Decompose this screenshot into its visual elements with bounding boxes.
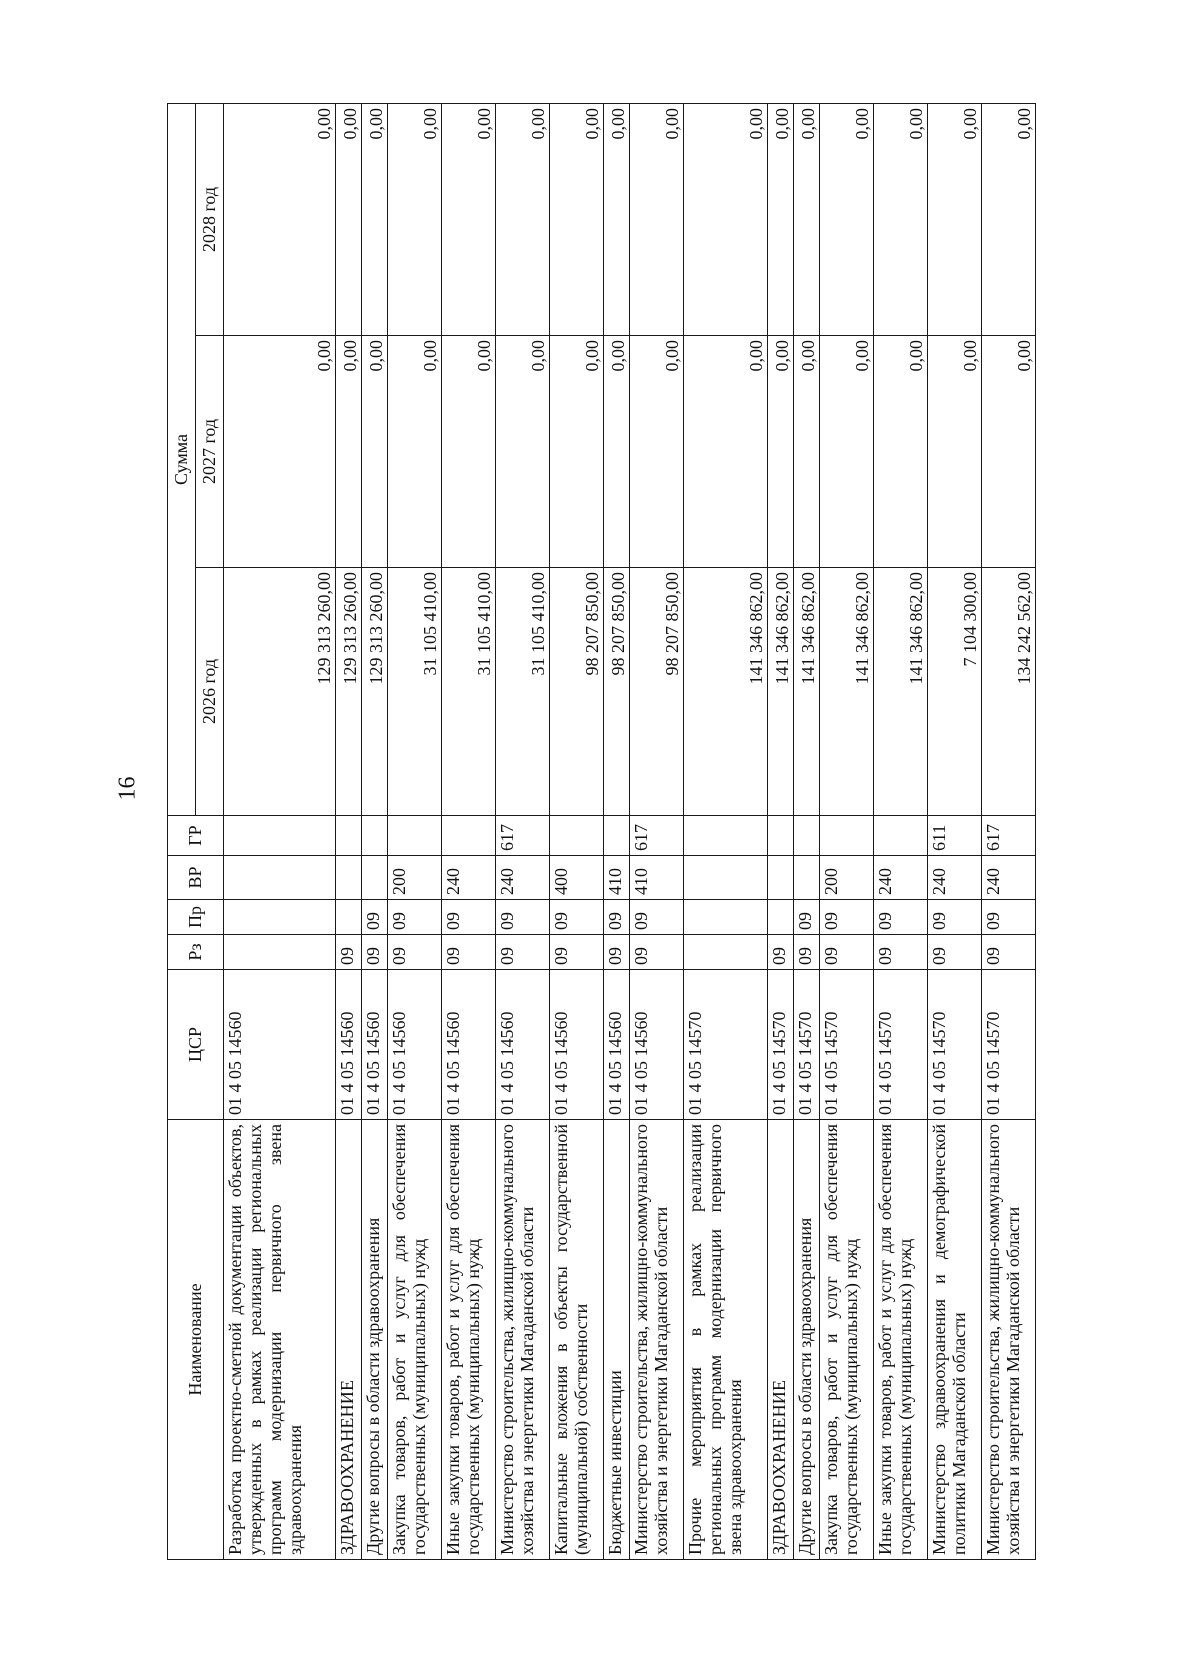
row-2027: 0,00: [336, 336, 362, 568]
row-rz: 09: [388, 935, 442, 970]
row-gr: [794, 816, 820, 856]
table-row: [362, 103, 388, 1559]
row-2027: 0,00: [981, 336, 1035, 568]
table-row: [873, 103, 927, 1559]
row-name: ЗДРАВООХРАНЕНИЕ: [768, 1120, 794, 1560]
row-pr: 09: [604, 900, 630, 935]
row-vr: 240: [496, 856, 550, 900]
row-name: Министерство строительства, жилищно-коммунального хозяйства и энергетики Магаданской области: [496, 1120, 550, 1560]
row-pr: 09: [794, 900, 820, 935]
row-csr: 01 4 05 14570: [981, 970, 1035, 1120]
row-rz: 09: [819, 935, 873, 970]
row-vr: 240: [442, 856, 496, 900]
row-rz: 09: [550, 935, 604, 970]
row-rz: 09: [927, 935, 981, 970]
row-gr: 611: [927, 816, 981, 856]
row-gr: [683, 816, 767, 856]
row-pr: 09: [629, 900, 683, 935]
row-2026: 141 346 862,00: [768, 568, 794, 816]
row-vr: 200: [819, 856, 873, 900]
row-2028: 0,00: [927, 103, 981, 335]
row-2028: 0,00: [496, 103, 550, 335]
row-name: Бюджетные инвестиции: [604, 1120, 630, 1560]
row-rz: 09: [629, 935, 683, 970]
row-2026: 141 346 862,00: [794, 568, 820, 816]
row-2027: 0,00: [442, 336, 496, 568]
row-gr: [768, 816, 794, 856]
row-2028: 0,00: [873, 103, 927, 335]
header-2028: 2028 год: [196, 103, 224, 335]
row-2027: 0,00: [873, 336, 927, 568]
row-pr: 09: [981, 900, 1035, 935]
row-name: Капитальные вложения в объекты государственной (муниципальной) собственности: [550, 1120, 604, 1560]
table-row: [224, 103, 336, 1559]
row-rz: 09: [362, 935, 388, 970]
row-vr: [224, 856, 336, 900]
page-number: 16: [114, 776, 141, 801]
row-pr: [768, 900, 794, 935]
table-row: [550, 103, 604, 1559]
row-gr: [819, 816, 873, 856]
row-gr: [442, 816, 496, 856]
rotated-table-container: [167, 104, 1036, 1560]
table-row: [336, 103, 362, 1559]
row-pr: 09: [550, 900, 604, 935]
row-2026: 141 346 862,00: [819, 568, 873, 816]
row-2027: 0,00: [683, 336, 767, 568]
row-gr: [550, 816, 604, 856]
row-rz: 09: [442, 935, 496, 970]
row-csr: 01 4 05 14570: [927, 970, 981, 1120]
row-vr: 400: [550, 856, 604, 900]
header-sum: Сумма: [168, 103, 196, 815]
row-csr: 01 4 05 14570: [819, 970, 873, 1120]
row-pr: 09: [388, 900, 442, 935]
table-row: [442, 103, 496, 1559]
row-2026: 134 242 562,00: [981, 568, 1035, 816]
table-row: [981, 103, 1035, 1559]
row-name: ЗДРАВООХРАНЕНИЕ: [336, 1120, 362, 1560]
row-csr: 01 4 05 14570: [683, 970, 767, 1120]
row-name: Другие вопросы в области здравоохранения: [362, 1120, 388, 1560]
row-2028: 0,00: [224, 103, 336, 335]
row-name: Министерство строительства, жилищно-коммунального хозяйства и энергетики Магаданской области: [629, 1120, 683, 1560]
row-2027: 0,00: [362, 336, 388, 568]
row-2027: 0,00: [224, 336, 336, 568]
row-csr: 01 4 05 14560: [496, 970, 550, 1120]
row-name: Другие вопросы в области здравоохранения: [794, 1120, 820, 1560]
row-2027: 0,00: [819, 336, 873, 568]
row-vr: 240: [981, 856, 1035, 900]
header-pr: Пр: [168, 900, 224, 935]
row-2028: 0,00: [629, 103, 683, 335]
table-body: [224, 103, 1036, 1559]
row-csr: 01 4 05 14560: [604, 970, 630, 1120]
row-pr: [224, 900, 336, 935]
row-rz: 09: [981, 935, 1035, 970]
row-name: Иные закупки товаров, работ и услуг для обеспечения государственных (муниципальных) нужд: [442, 1120, 496, 1560]
row-2028: 0,00: [819, 103, 873, 335]
row-2028: 0,00: [388, 103, 442, 335]
table-row: [819, 103, 873, 1559]
row-gr: 617: [496, 816, 550, 856]
row-2028: 0,00: [794, 103, 820, 335]
row-2027: 0,00: [629, 336, 683, 568]
row-2026: 98 207 850,00: [629, 568, 683, 816]
table-row: [496, 103, 550, 1559]
row-vr: [336, 856, 362, 900]
row-2026: 129 313 260,00: [224, 568, 336, 816]
row-gr: [336, 816, 362, 856]
row-2028: 0,00: [768, 103, 794, 335]
header-rz: Рз: [168, 935, 224, 970]
row-gr: 617: [629, 816, 683, 856]
row-2026: 98 207 850,00: [550, 568, 604, 816]
row-vr: [768, 856, 794, 900]
row-2027: 0,00: [388, 336, 442, 568]
row-2027: 0,00: [768, 336, 794, 568]
row-vr: 200: [388, 856, 442, 900]
row-csr: 01 4 05 14560: [388, 970, 442, 1120]
row-2027: 0,00: [794, 336, 820, 568]
row-csr: 01 4 05 14560: [224, 970, 336, 1120]
table-row: [604, 103, 630, 1559]
row-csr: 01 4 05 14560: [362, 970, 388, 1120]
row-vr: [362, 856, 388, 900]
row-csr: 01 4 05 14560: [629, 970, 683, 1120]
row-csr: 01 4 05 14560: [336, 970, 362, 1120]
row-rz: 09: [873, 935, 927, 970]
row-vr: [683, 856, 767, 900]
row-2028: 0,00: [981, 103, 1035, 335]
row-2028: 0,00: [683, 103, 767, 335]
row-2026: 7 104 300,00: [927, 568, 981, 816]
header-vr: ВР: [168, 856, 224, 900]
budget-table: [167, 103, 1036, 1560]
row-gr: [388, 816, 442, 856]
row-pr: [336, 900, 362, 935]
row-rz: 09: [604, 935, 630, 970]
table-row: [629, 103, 683, 1559]
row-rz: 09: [794, 935, 820, 970]
table-row: [683, 103, 767, 1559]
row-2028: 0,00: [362, 103, 388, 335]
row-2026: 129 313 260,00: [362, 568, 388, 816]
row-name: Разработка проектно-сметной документации объектов, утвержденных в рамках реализации региональных программ модернизации первичного звена здравоохранения: [224, 1120, 336, 1560]
row-vr: 410: [629, 856, 683, 900]
row-rz: 09: [336, 935, 362, 970]
row-csr: 01 4 05 14570: [794, 970, 820, 1120]
row-name: Закупка товаров, работ и услуг для обеспечения государственных (муниципальных) нужд: [388, 1120, 442, 1560]
row-pr: 09: [496, 900, 550, 935]
table-row: [927, 103, 981, 1559]
row-pr: [683, 900, 767, 935]
row-name: Прочие мероприятия в рамках реализации региональных программ модернизации первичного звена здравоохранения: [683, 1120, 767, 1560]
header-2027: 2027 год: [196, 336, 224, 568]
row-2026: 129 313 260,00: [336, 568, 362, 816]
row-vr: 410: [604, 856, 630, 900]
row-2027: 0,00: [604, 336, 630, 568]
header-csr: ЦСР: [168, 970, 224, 1120]
row-2028: 0,00: [604, 103, 630, 335]
row-gr: [224, 816, 336, 856]
row-pr: 09: [927, 900, 981, 935]
row-name: Министерство строительства, жилищно-коммунального хозяйства и энергетики Магаданской области: [981, 1120, 1035, 1560]
header-gr: ГР: [168, 816, 224, 856]
row-2026: 31 105 410,00: [496, 568, 550, 816]
row-pr: 09: [442, 900, 496, 935]
row-vr: [794, 856, 820, 900]
row-pr: 09: [819, 900, 873, 935]
row-2028: 0,00: [442, 103, 496, 335]
row-2026: 141 346 862,00: [873, 568, 927, 816]
row-csr: 01 4 05 14570: [768, 970, 794, 1120]
row-pr: 09: [362, 900, 388, 935]
row-rz: [224, 935, 336, 970]
table-row: [768, 103, 794, 1559]
row-2027: 0,00: [550, 336, 604, 568]
row-2026: 31 105 410,00: [388, 568, 442, 816]
table-row: [794, 103, 820, 1559]
row-csr: 01 4 05 14560: [550, 970, 604, 1120]
row-csr: 01 4 05 14570: [873, 970, 927, 1120]
table-row: [388, 103, 442, 1559]
header-name: Наименование: [168, 1120, 224, 1560]
row-name: Министерство здравоохранения и демографической политики Магаданской области: [927, 1120, 981, 1560]
row-name: Иные закупки товаров, работ и услуг для обеспечения государственных (муниципальных) нужд: [873, 1120, 927, 1560]
table-header: [168, 103, 224, 1559]
row-2026: 98 207 850,00: [604, 568, 630, 816]
row-rz: 09: [768, 935, 794, 970]
row-2027: 0,00: [496, 336, 550, 568]
header-2026: 2026 год: [196, 568, 224, 816]
row-gr: [873, 816, 927, 856]
row-2028: 0,00: [550, 103, 604, 335]
row-2028: 0,00: [336, 103, 362, 335]
row-gr: 617: [981, 816, 1035, 856]
row-gr: [362, 816, 388, 856]
row-2027: 0,00: [927, 336, 981, 568]
row-rz: [683, 935, 767, 970]
row-csr: 01 4 05 14560: [442, 970, 496, 1120]
row-rz: 09: [496, 935, 550, 970]
row-name: Закупка товаров, работ и услуг для обеспечения государственных (муниципальных) нужд: [819, 1120, 873, 1560]
row-gr: [604, 816, 630, 856]
row-vr: 240: [927, 856, 981, 900]
row-pr: 09: [873, 900, 927, 935]
row-2026: 141 346 862,00: [683, 568, 767, 816]
row-vr: 240: [873, 856, 927, 900]
row-2026: 31 105 410,00: [442, 568, 496, 816]
